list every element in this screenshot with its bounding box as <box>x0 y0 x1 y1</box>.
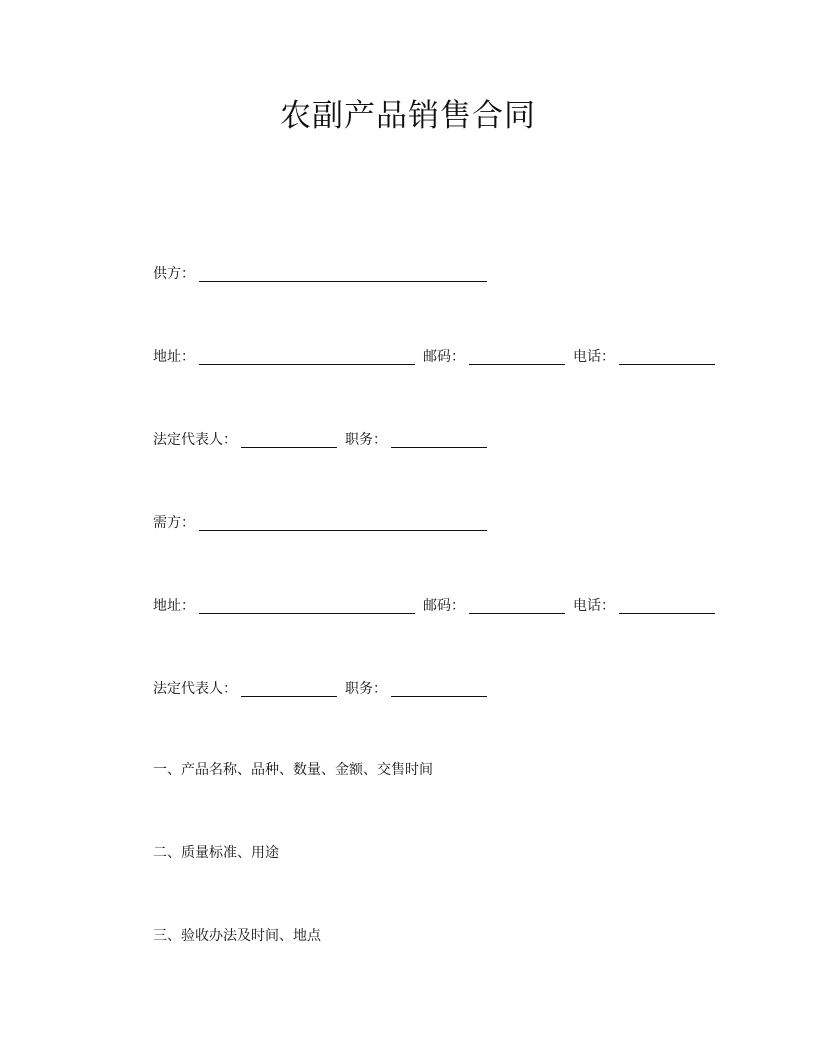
colon: ： <box>181 515 195 531</box>
colon: ： <box>373 681 387 697</box>
buyer-position-field[interactable] <box>391 680 487 697</box>
buyer-party-row <box>153 509 487 533</box>
colon: ： <box>181 349 195 365</box>
supplier-address-label: 地址 <box>153 349 181 365</box>
supplier-position-label: 职务 <box>345 432 373 448</box>
document-title: 农副产品销售合同 <box>280 98 536 134</box>
section-heading-2: 二、质量标准、用途 <box>153 845 279 861</box>
supplier-address-field[interactable] <box>199 348 415 365</box>
supplier-address-row <box>153 343 715 367</box>
supplier-legal-rep-field[interactable] <box>241 431 337 448</box>
supplier-legal-rep-row <box>153 426 487 450</box>
buyer-address-label: 地址 <box>153 598 181 614</box>
colon: ： <box>223 432 237 448</box>
supplier-party-row <box>153 260 487 284</box>
buyer-legal-rep-row <box>153 675 487 699</box>
buyer-postcode-label: 邮码 <box>423 598 451 614</box>
supplier-legal-rep-label: 法定代表人 <box>153 432 223 448</box>
buyer-position-label: 职务 <box>345 681 373 697</box>
buyer-address-field[interactable] <box>199 597 415 614</box>
supplier-phone-label: 电话 <box>573 349 601 365</box>
supplier-postcode-label: 邮码 <box>423 349 451 365</box>
buyer-party-label: 需方 <box>153 515 181 531</box>
supplier-position-field[interactable] <box>391 431 487 448</box>
section-heading-1: 一、产品名称、品种、数量、金额、交售时间 <box>153 762 433 778</box>
buyer-phone-field[interactable] <box>619 597 715 614</box>
colon: ： <box>451 598 465 614</box>
section-heading-3: 三、验收办法及时间、地点 <box>153 928 321 944</box>
colon: ： <box>601 598 615 614</box>
buyer-name-field[interactable] <box>199 514 487 531</box>
buyer-phone-label: 电话 <box>573 598 601 614</box>
buyer-address-row <box>153 592 715 616</box>
buyer-legal-rep-field[interactable] <box>241 680 337 697</box>
colon: ： <box>223 681 237 697</box>
colon: ： <box>451 349 465 365</box>
colon: ： <box>181 598 195 614</box>
supplier-party-label: 供方 <box>153 266 181 282</box>
colon: ： <box>373 432 387 448</box>
buyer-legal-rep-label: 法定代表人 <box>153 681 223 697</box>
buyer-postcode-field[interactable] <box>469 597 565 614</box>
colon: ： <box>181 266 195 282</box>
supplier-postcode-field[interactable] <box>469 348 565 365</box>
colon: ： <box>601 349 615 365</box>
supplier-phone-field[interactable] <box>619 348 715 365</box>
supplier-name-field[interactable] <box>199 265 487 282</box>
